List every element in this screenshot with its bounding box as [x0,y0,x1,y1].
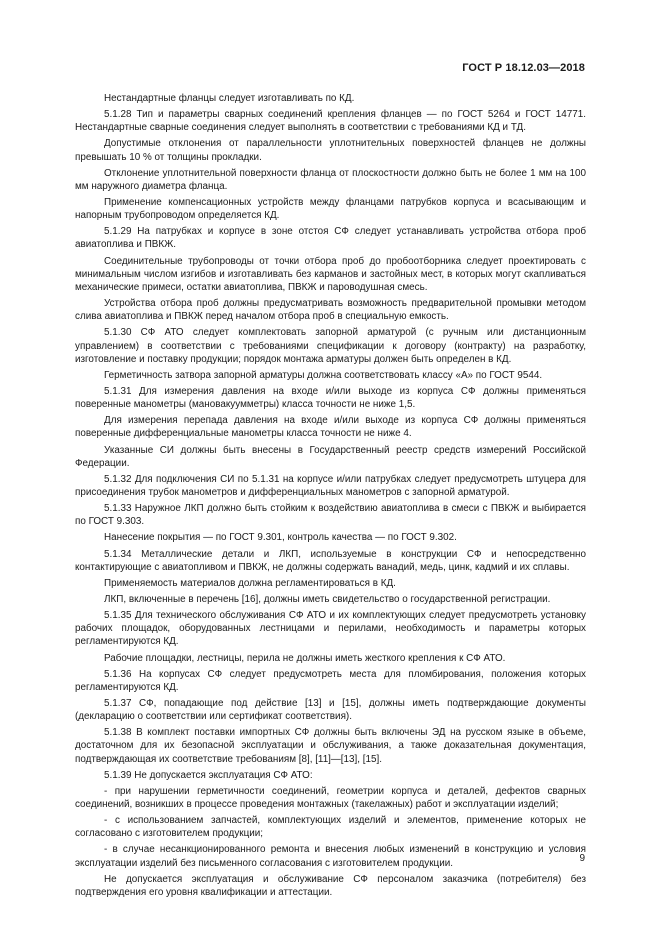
paragraph-sampling-flush: Устройства отбора проб должны предусматривать возможность предварительной промывки методом слива авиатоплива и ПВКЖ перед началом отбора проб в специальную емкость. [75,298,586,323]
paragraph-valve-tightness: Герметичность затвора запорной арматуры должна соответствовать классу «А» по ГОСТ 9544. [104,369,543,381]
paragraph-5-1-28: 5.1.28 Тип и параметры сварных соединений крепления фланцев — по ГОСТ 5264 и ГОСТ 14771. Нестандартные сварные соединения следует выполнять в соответствии с требованиями КД и ТД. [75,109,586,134]
paragraph-flange-parallelism: Допустимые отклонения от параллельности уплотнительных поверхностей фланцев не должны превышать 10 % от толщины прокладки. [75,138,586,163]
paragraph-5-1-34: 5.1.34 Металлические детали и ЛКП, используемые в конструкции СФ и непосредственно контактирующие с авиатопливом и ПВКЖ, не должны содержать ванадий, медь, цинк, кадмий и их сплавы. [75,548,586,573]
paragraph-coating-registration: ЛКП, включенные в перечень [16], должны иметь свидетельство о государственной регистрации. [104,593,551,605]
paragraph-differential-manometers: Для измерения перепада давления на входе и/или выходе из корпуса СФ должны применяться поверенные дифференциальные манометры класса точности не ниже 4. [75,415,586,440]
paragraph-5-1-39: 5.1.39 Не допускается эксплуатация СФ АТО: [104,769,313,781]
list-item-unapproved-parts: - с использованием запчастей, комплектующих изделий и элементов, применение которых не согласовано с изготовителем продукции; [75,815,586,840]
paragraph-5-1-35: 5.1.35 Для технического обслуживания СФ АТО и их комплектующих следует предусмотреть установку рабочих площадок, оборудованных лестницами и перилами, необходимость и параметры которых регламентируются КД. [75,610,586,648]
paragraph-compensation-devices: Применение компенсационных устройств между фланцами патрубков корпуса и всасывающим и напорным трубопроводом определяется КД. [75,196,586,222]
paragraph-5-1-31: 5.1.31 Для измерения давления на входе и/или выходе из корпуса СФ должны применяться поверенные манометры (мановакуумметры) класса точности не ниже 1,5. [75,385,586,411]
list-item-unauthorized-repair: - в случае несанкционированного ремонта и внесения любых изменений в конструкцию и условия эксплуатации изделий без письменного согласования с изготовителем продукции. [75,844,586,869]
paragraph-5-1-38: 5.1.38 В комплект поставки импортных СФ должны быть включены ЭД на русском языке в объеме, достаточном для их безопасной эксплуатации и обслуживания, а также доказательная документация, подтверждающая их соответствие требованиям [8], [11]—[13], [15]. [75,727,586,765]
paragraph-platforms-mounting: Рабочие площадки, лестницы, перила не должны иметь жесткого крепления к СФ АТО. [104,652,506,664]
paragraph-flange-flatness: Отклонение уплотнительной поверхности фланца от плоскостности должно быть не более 1 мм на 100 мм наружного диаметра фланца. [75,167,586,192]
document-body [75,92,586,902]
paragraph-5-1-32: 5.1.32 Для подключения СИ по 5.1.31 на корпусе и/или патрубках следует предусмотреть штуцера для присоединения трубок манометров и дифференциальных манометров с запорной арматурой. [75,473,586,499]
paragraph-materials-applicability: Применяемость материалов должна регламентироваться в КД. [104,577,396,589]
page-number: 9 [579,853,585,864]
paragraph-sampling-pipelines: Соединительные трубопроводы от точки отбора проб до пробоотборника следует проектировать с минимальным числом изгибов и изготавливать без карманов и застойных мест, в которых могут скапливаться механические примеси, остатки авиатоплива, ПВКЖ и пароводушная смесь. [75,255,586,293]
paragraph-flanges-note: Нестандартные фланцы следует изготавливать по КД. [104,93,355,104]
paragraph-instruments-registry: Указанные СИ должны быть внесены в Государственный реестр средств измерений Российской Федерации. [75,444,586,469]
paragraph-5-1-36: 5.1.36 На корпусах СФ следует предусмотреть места для пломбирования, положения которых регламентируются КД. [75,668,586,693]
paragraph-5-1-29: 5.1.29 На патрубках и корпусе в зоне отстоя СФ следует устанавливать устройства отбора проб авиатоплива и ПВКЖ. [75,226,586,251]
paragraph-5-1-37: 5.1.37 СФ, попадающие под действие [13] и [15], должны иметь подтверждающие документы (декларацию о соответствии или сертификат соответствия). [75,697,586,723]
list-item-tightness-violation: - при нарушении герметичности соединений, геометрии корпуса и деталей, дефектов сварных соединений, возникших в процессе проведения монтажных (такелажных) работ и эксплуатации изделий; [75,785,586,811]
document-code-header: ГОСТ Р 18.12.03—2018 [462,62,585,74]
paragraph-5-1-33: 5.1.33 Наружное ЛКП должно быть стойким к воздействию авиатоплива в смеси с ПВКЖ и выбирается по ГОСТ 9.303. [75,503,586,528]
paragraph-personnel-qualification: Не допускается эксплуатация и обслуживание СФ персоналом заказчика (потребителя) без подтверждения его уровня квалификации и аттестации. [75,873,586,898]
paragraph-coating-application: Нанесение покрытия — по ГОСТ 9.301, контроль качества — по ГОСТ 9.302. [104,532,457,544]
paragraph-5-1-30: 5.1.30 СФ АТО следует комплектовать запорной арматурой (с ручным или дистанционным управлением) в соответствии с требованиями спецификации к договору (контракту) на разработку, изготовление и поставку продукции; порядок монтажа арматуры должен быть определен в КД. [75,327,586,365]
